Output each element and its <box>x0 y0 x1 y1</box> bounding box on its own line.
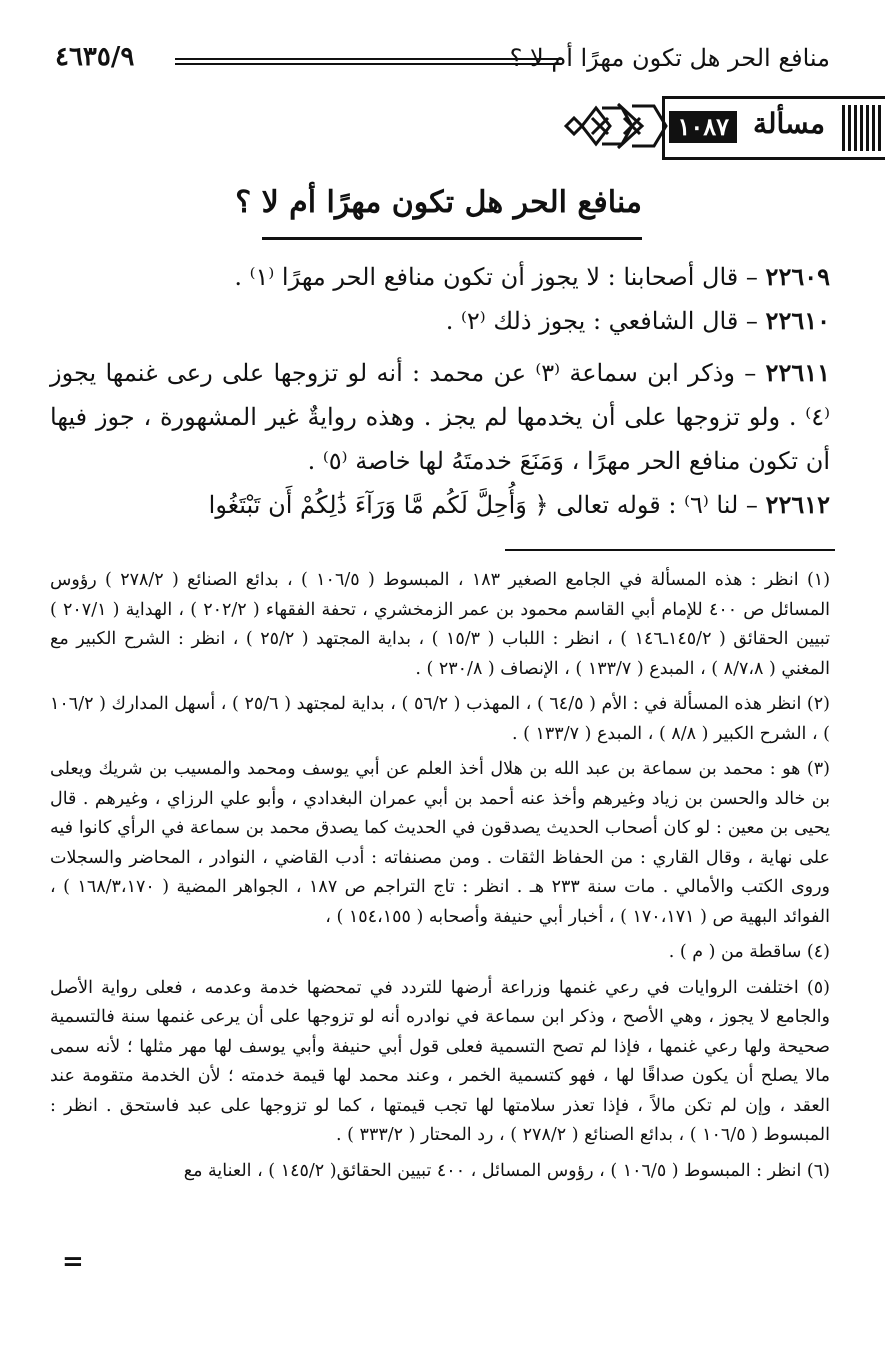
running-header <box>55 44 830 84</box>
footnotes <box>50 566 830 1192</box>
banner-frame <box>662 96 885 160</box>
footnote: (٥) اختلفت الروايات في رعي غنمها وزراعة أرضها للتردد في تمحضها خدمة وعدمه ، فعلى رواية الأصل والجامع لا يجوز ، وهي الأصح ، وذكر ابن سماعة في نوادره أنه لو تزوجها على أن يرعى غنمها سنة فالتسمية صحيحة ولها رعي غنمها ، فإذا لم تصح التسمية فعلى قول أبي حنيفة وأبي يوسف لها مهر مثلها ؛ لأنه سمى مالا يصلح أن يكون صداقًا لها ، فهو كتسمية الخمر ، وعند محمد لها قيمة خدمته ؛ لأن الخدمة متقومة عند العقد ، وإن لم تكن مالاً ، فإذا تعذر سلامتها لها تجب قيمتها ، كما لو تزوجها على عبد فاستحق . انظر : المبسوط ( ١٠٦/٥ ) ، بدائع الصنائع ( ٢٧٨/٢ ) ، رد المحتار ( ٣٣٣/٢ ) . <box>50 977 830 1145</box>
paragraph-number: ٢٢٦١٢ <box>765 490 830 519</box>
footnote: (٦) انظر : المبسوط ( ١٠٦/٥ ) ، رؤوس المسائل ، ٤٠٠ تبيين الحقائق( ١٤٥/٢ ) ، العناية مع <box>183 1160 830 1181</box>
paragraph-text: – قال أصحابنا : لا يجوز أن تكون منافع الحر مهرًا ⁽١⁾ . <box>234 263 766 291</box>
chapter-title-block <box>235 180 642 240</box>
geometric-knot-ornament <box>562 98 672 154</box>
chapter-title: منافع الحر هل تكون مهرًا أم لا ؟ <box>235 185 642 220</box>
footnote: (٣) هو : محمد بن سماعة بن عبد الله بن هلال أخذ العلم عن أبي يوسف ومحمد والمسيب بن شريك ويعلى بن خالد والحسن بن زياد وغيرهم وأخذ عنه أحمد بن أبي عمران البغدادي ، وأبو علي الرزاي ، وغيرهم . قال يحيى بن معين : لو كان أصحاب الحديث يصدقون في الحديث كما يصدق محمد بن سماعة في الرأي كانوا فيه على نهاية ، وقال القاري : من الحفاظ الثقات . ومن مصنفاته : أدب القاضي ، النوادر ، المحاضر والسجلات وروى الكتب والأمالي . مات سنة ٢٣٣ هـ . انظر : تاج التراجم ص ١٨٧ ، الجواهر المضية ( ١٦٨/٣،١٧٠ ) ، الفوائد البهية ص ( ١٧٠،١٧١ ) ، أخبار أبي حنيفة وأصحابه ( ١٥٤،١٥٥ ) ، <box>50 759 830 927</box>
footnote: (١) انظر : هذه المسألة في الجامع الصغير ١٨٣ ، المبسوط ( ١٠٦/٥ ) ، بدائع الصنائع ( ٢٧٨/٢ ) رؤوس المسائل ص ٤٠٠ للإمام أبي القاسم محمود بن عمر الزمخشري ، تحفة الفقهاء ( ٢٠٢/٢ ) ، الهداية ( ٢٠٧/١ ) تبيين الحقائق ( ١٤٥/٢ـ١٤٦ ) ، انظر : اللباب ( ١٥/٣ ) ، بداية المجتهد ( ٢٥/٢ ) ، انظر : الشرح الكبير مع المغني ( ٨/٧،٨ ) ، المبدع ( ١٣٣/٧ ) ، الإنصاف ( ٢٣٠/٨ ) . <box>50 570 831 679</box>
continuation-mark: = <box>62 1247 84 1277</box>
paragraph <box>50 483 830 527</box>
paragraph <box>50 299 830 343</box>
main-text <box>50 255 830 527</box>
masala-label: مسألة <box>752 107 825 140</box>
paragraph-number: ٢٢٦٠٩ <box>765 262 830 291</box>
paragraph-text: – لنا ⁽٦⁾ : قوله تعالى ﴿ وَأُحِلَّ لَكُم مَّا وَرَآءَ ذَٰلِكُمْ أَن تَبْتَغُوا <box>208 491 766 519</box>
page-number: ٤٦٣٥/٩ <box>55 42 135 72</box>
paragraph-number: ٢٢٦١١ <box>765 358 830 387</box>
masala-number: ١٠٨٧ <box>669 111 737 143</box>
paragraph-text: – قال الشافعي : يجوز ذلك ⁽٢⁾ . <box>445 307 766 335</box>
masala-banner <box>562 96 885 156</box>
paragraph <box>50 255 830 299</box>
vertical-bars-ornament <box>841 105 881 151</box>
title-underline <box>262 237 642 240</box>
paragraph-number: ٢٢٦١٠ <box>765 306 830 335</box>
header-double-rule <box>175 58 562 65</box>
footnote: (٢) انظر هذه المسألة في : الأم ( ٦٤/٥ ) ، المهذب ( ٥٦/٢ ) ، بداية لمجتهد ( ٢٥/٦ ) ، أسهل المدارك ( ١٠٦/٢ ) ، الشرح الكبير ( ٨/٨ ) ، المبدع ( ١٣٣/٧ ) . <box>50 694 830 744</box>
paragraph <box>50 351 830 483</box>
paragraph-text: – وذكر ابن سماعة ⁽٣⁾ عن محمد : أنه لو تزوجها على رعى غنمها يجوز ⁽٤⁾ . ولو تزوجها على أن يخدمها لم يجز . وهذه روايةٌ غير المشهورة ، جوز فيها أن تكون منافع الحر مهرًا ، وَمَنَعَ خدمتَهُ لها خاصة ⁽٥⁾ . <box>50 359 830 475</box>
running-title: منافع الحر هل تكون مهرًا أم لا ؟ <box>509 44 830 72</box>
footnote: (٤) ساقطة من ( م ) . <box>668 942 830 962</box>
footnote-separator <box>505 549 835 551</box>
